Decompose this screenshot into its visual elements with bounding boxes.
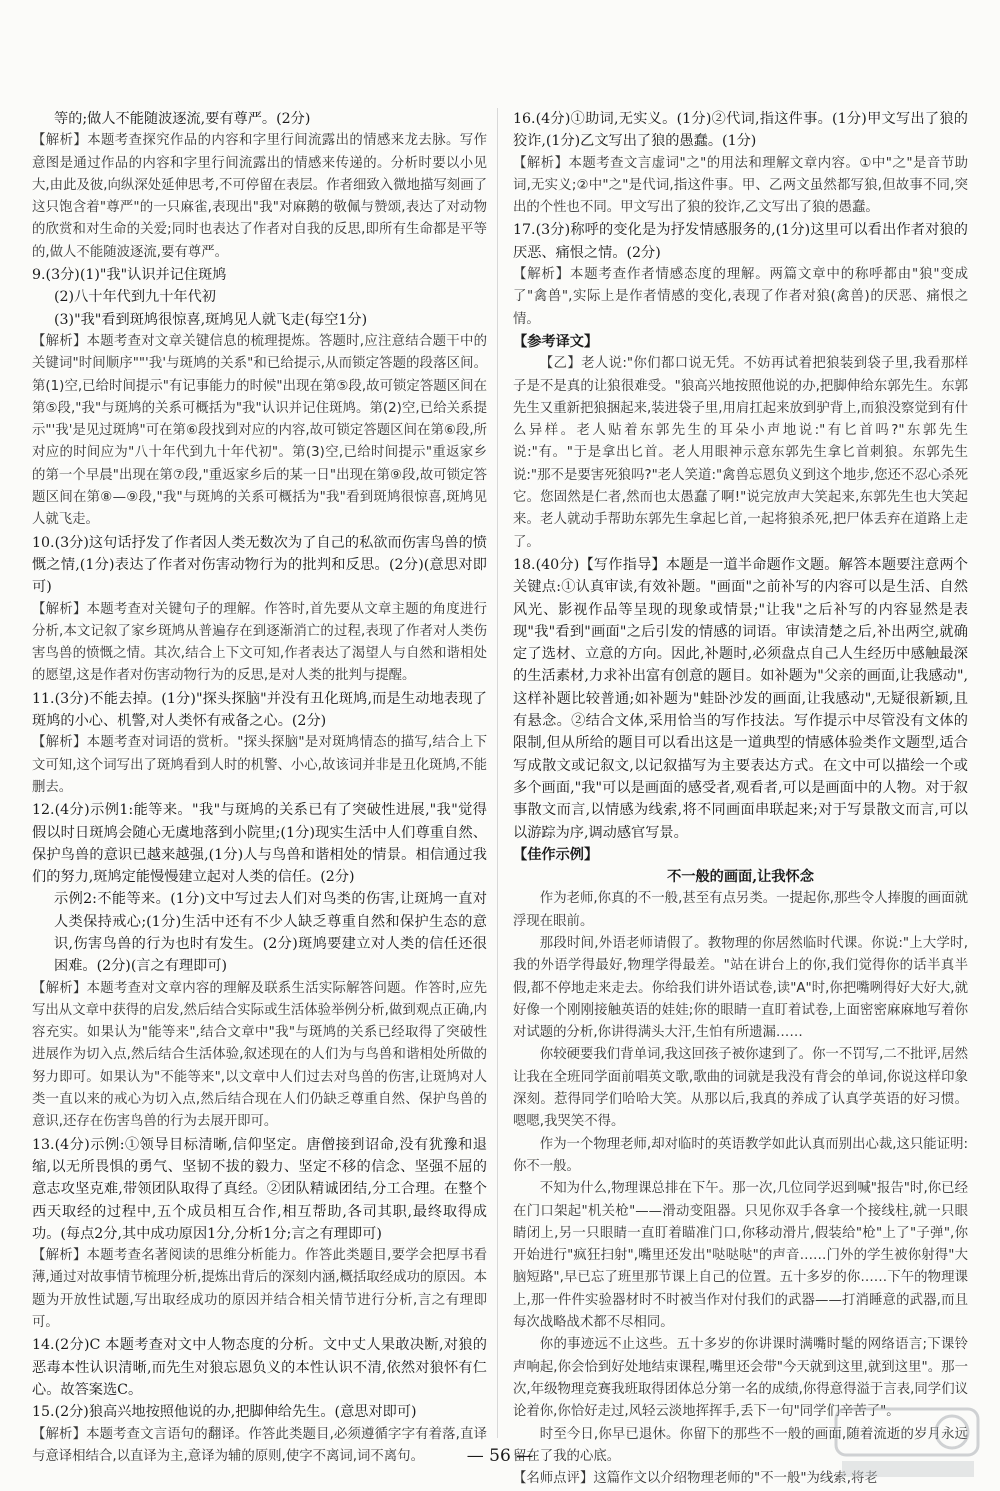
answer-12-example2: 示例2:不能等来。(1分)文中写过去人们对鸟类的伤害,让斑鸠一直对人类保持戒心;(1分)生活中还有不少人缺乏尊重自然和保护生态的意识,伤害鸟兽的行为也时有发生。(2分)斑鸠要建立对人类的信任还很困难。(2分)(言之有理即可): [54, 891, 487, 975]
essay-paragraph: 时至今日,你早已退休。你留下的那些不一般的画面,随着流逝的岁月永远留在了我的心底。: [513, 1426, 968, 1464]
essay-paragraph: 那段时间,外语老师请假了。教物理的你居然临时代课。你说:"上大学时,我的外语学得最好,物理学得最差。"站在讲台上的你,我们觉得你的话半真半假,都不停地走来走去。你给我们讲外语试卷,读"A"时,你把嘴咧得好大好大,就好像一个刚刚接触英语的娃娃;你的眼睛一直盯着试卷,上面密密麻麻地写着你对试题的分析,你讲得满头大汗,生怕有所遗漏……: [513, 935, 968, 1041]
essay-title: 不一般的画面,让我怀念: [667, 869, 814, 886]
reference-translation: 【乙】老人说:"你们都口说无凭。不妨再试着把狼装到袋子里,我看那样子是不是真的让狼很难受。"狼高兴地按照他说的办,把脚伸给东郭先生。东郭先生又重新把狼捆起来,装进袋子里,用肩扛起来放到驴背上,而狼没察觉到有什么异样。老人贴着东郭先生的耳朵小声地说:"有匕首吗?"东郭先生说:"有。"于是拿出匕首。老人用眼神示意东郭先生拿匕首刺狼。东郭先生说:"那不是要害死狼吗?"老人笑道:"禽兽忘恩负义到这个地步,您还不忍心杀死它。您固然是仁者,然而也太愚蠢了啊!"说完放声大笑起来,东郭先生也大笑起来。老人就动手帮助东郭先生拿起匕首,一起将狼杀死,把尸体丢弃在道路上走了。: [513, 356, 968, 550]
teacher-comment: 【名师点评】这篇作文以介绍物理老师的"不一般"为线索,将老: [513, 1471, 878, 1487]
explanation-11: 【解析】本题考查对词语的赏析。"探头探脑"是对斑鸠情态的描写,结合上下文可知,这个词写出了斑鸠看到人时的机警、小心,故该词并非是丑化斑鸠,不能删去。: [32, 735, 487, 795]
explanation-15: 【解析】本题考查文言语句的翻译。作答此类题目,必须遵循字字有着落,直译与意译相结合,以直译为主,意译为辅的原则,使字不离词,词不离句。: [32, 1426, 487, 1464]
answer-15: 15.(2分)狼高兴地按照他说的办,把脚伸给先生。(意思对即可): [32, 1404, 417, 1421]
explanation-9: 【解析】本题考查对文章关键信息的梳理提炼。答题时,应注意结合题干中的关键词"时间顺序""'我'与斑鸠的关系"和已给提示,从而锁定答题的段落区间。第(1)空,已给时间提示"有记事能力的时候"出现在第⑤段,故可锁定答题区间在第⑤段,"我"与斑鸠的关系可概括为"我"认识并记住斑鸠。第(2)空,已给关系提示"'我'是见过斑鸠"可在第⑥段找到对应的内容,故可锁定答题区间在第⑥段,所对应的时间应为"八十年代到九十年代初"。第(3)空,已给时间提示"重返家乡的第一个早晨"出现在第⑦段,"重返家乡后的某一日"出现在第⑨段,故可锁定答题区间在第⑧—⑨段,"我"与斑鸠的关系可概括为"我"看到斑鸠很惊喜,斑鸠见人就飞走。: [32, 333, 487, 528]
explanation-17: 【解析】本题考查作者情感态度的理解。两篇文章中的称呼都由"狼"变成了"禽兽",实际上是作者情感的变化,表现了作者对狼(禽兽)的厌恶、痛恨之情。: [513, 267, 968, 327]
answer-11: 11.(3分)不能去掉。(1分)"探头探脑"并没有丑化斑鸠,而是生动地表现了斑鸠的小心、机警,对人类怀有戒备之心。(2分): [32, 690, 487, 730]
example-essay-tag: 【佳作示例】: [513, 846, 599, 863]
answer-9: 9.(3分)(1)"我"认识并记住斑鸠: [32, 267, 227, 284]
answer-10: 10.(3分)这句话抒发了作者因人类无数次为了自己的私欲而伤害鸟兽的愤慨之情,(1分)表达了作者对伤害动物行为的批判和反思。(2分)(意思对即可): [32, 534, 487, 596]
explanation-13: 【解析】本题考查名著阅读的思维分析能力。作答此类题目,要学会把厚书看薄,通过对故事情节梳理分析,提炼出背后的深刻内涵,概括取经成功的原因。本题为开放性试题,写出取经成功的原因并结合相关情节进行分析,言之有理即可。: [32, 1248, 487, 1331]
answer-17: 17.(3分)称呼的变化是为抒发情感服务的,(1分)这里可以看出作者对狼的厌恶、痛恨之情。(2分): [513, 222, 968, 261]
explanation-8: 【解析】本题考查探究作品的内容和字里行间流露出的情感来龙去脉。写作意图是通过作品的内容和字里行间流露出的情感来传递的。分析时要以小见大,由此及彼,向纵深处延伸思考,不可停留在表层。作者细致入微地描写刻画了这只饱含着"尊严"的一只麻雀,表现出"我"对麻鹅的敬佩与赞颂,表达了对动物的欣赏和对生命的关爱;同时也表达了作者对自我的反思,即所有生命都是平等的,做人不能随波逐流,要有尊严。: [32, 133, 487, 260]
answer-9-part2: (2)八十年代到九十年代初: [54, 289, 216, 306]
essay-paragraph: 作为老师,你真的不一般,甚至有点另类。一提起你,那些令人捧腹的画面就浮现在眼前。: [513, 891, 968, 929]
essay-paragraph: 你的事迹远不止这些。五十多岁的你讲课时满嘴时髦的网络语言;下课铃声响起,你会恰到好处地结束课程,嘴里还会带"今天就到这里,就到这里"。那一次,年级物理竞赛我班取得团体总分第一名的成绩,你得意得溢于言表,同学们议论着你,你恰好走过,风轻云淡地挥挥手,丢下一句"同学们辛苦了"。: [513, 1337, 968, 1420]
answer-12: 12.(4分)示例1:能等来。"我"与斑鸠的关系已有了突破性进展,"我"觉得假以时日斑鸠会随心无虞地落到小院里;(1分)现实生活中人们尊重自然、保护鸟兽的意识已越来越强,(1分)人与鸟兽和谐相处的情景。相信通过我们的努力,斑鸠定能慢慢建立起对人类的信任。(2分): [32, 802, 487, 886]
answer-9-part3: (3)"我"看到斑鸠很惊喜,斑鸠见人就飞走(每空1分): [54, 311, 368, 328]
answer-16: 16.(4分)①助词,无实义。(1分)②代词,指这件事。(1分)甲文写出了狼的狡诈,(1分)乙文写出了狼的愚蠢。(1分): [513, 111, 968, 150]
right-column: [513, 108, 968, 1490]
answer-13: 13.(4分)示例:①领导目标清晰,信仰坚定。唐僧接到诏命,没有犹豫和退缩,以无所畏惧的勇气、坚韧不拔的毅力、坚定不移的信念、坚强不屈的意志攻坚克难,带领团队取得了真经。②团队精诚团结,分工合理。在整个西天取经的过程中,五个成员相互合作,相互帮助,各司其职,最终取得成功。(每点2分,其中成功原因1分,分析1分;言之有理即可): [32, 1136, 487, 1242]
explanation-12: 【解析】本题考查对文章内容的理解及联系生活实际解答问题。作答时,应先写出从文章中获得的启发,然后结合实际或生活体验举例分析,做到观点正确,内容充实。如果认为"能等来",结合文章中"我"与斑鸠的关系已经取得了突破性进展作为切入点,然后结合生活体验,叙述现在的人们为与鸟兽和谐相处所做的努力即可。如果认为"不能等来",以文章中人们过去对鸟兽的伤害,让斑鸠对人类一直以来的戒心为切入点,然后结合现在人们仍缺乏尊重自然、保护鸟兽的意识,还存在伤害鸟兽的行为去展开即可。: [32, 980, 487, 1130]
column-divider: [497, 108, 498, 1438]
essay-paragraph: 作为一个物理老师,却对临时的英语教学如此认真而别出心裁,这只能证明:你不一般。: [513, 1136, 968, 1174]
watermark-logo: [832, 1403, 982, 1483]
answer-continuation: 等的;做人不能随波逐流,要有尊严。(2分): [54, 111, 311, 127]
explanation-10: 【解析】本题考查对关键句子的理解。作答时,首先要从文章主题的角度进行分析,本文记叙了家乡斑鸠从普遍存在到逐渐消亡的过程,表现了作者对人类伤害鸟兽的愤慨之情。其次,结合上下文可知,作者表达了渴望人与自然和谐相处的愿望,这是作者对伤害动物行为的反思,是对人类的批判与提醒。: [32, 601, 487, 684]
page-number: — 56 —: [466, 1446, 534, 1466]
essay-paragraph: 你较硬要我们背单词,我这回孩子被你逮到了。你一不罚写,二不批评,居然让我在全班同学面前唱英文歌,歌曲的词就是我没有背会的单词,你说这样印象深刻。惹得同学们哈哈大笑。从那以后,我真的养成了认真学英语的好习惯。嗯嗯,我哭笑不得。: [513, 1047, 968, 1130]
answer-18: 18.(40分)【写作指导】本题是一道半命题作文题。解答本题要注意两个关键点:①认真审读,有效补题。"画面"之前补写的内容可以是生活、自然风光、影视作品等呈现的现象或情景;"让我"之后补写的内容显然是表现"我"看到"画面"之后引发的情感的词语。审读清楚之后,补出两空,就确定了选材、立意的方向。因此,补题时,必须盘点自己人生经历中感触最深的生活素材,力求补出富有创意的题目。如补题为"父亲的画面,让我感动",这样补题比较普通;如补题为"蛙卧沙发的画面,让我感动",无疑很新颖,且有悬念。②结合文体,采用恰当的写作技法。写作提示中尽管没有文体的限制,但从所给的题目可以看出这是一道典型的情感体验类作文题型,适合写成散文或记叙文,以记叙描写为主要表达方式。在文中可以描绘一个或多个画面,"我"可以是画面的感受者,观看者,可以是画面中的人物。对于叙事散文而言,以情感为线索,将不同画面串联起来;对于写景散文而言,可以以游踪为序,调动感官写景。: [513, 556, 968, 841]
essay-paragraph: 不知为什么,物理课总排在下午。那一次,几位同学迟到喊"报告"时,你已经在门口架起"机关枪"——滑动变阻器。只见你双手各拿一个接线柱,就一只眼睛闭上,另一只眼睛一直盯着瞄准门口,你移动滑片,假装给"枪"上了"子弹",你开始进行"疯狂扫射",嘴里还发出"哒哒哒"的声音……门外的学生被你射得"大脑短路",早已忘了班里那节课上自己的位置。五十多岁的你……下午的物理课上,那一件件实验器材时不时被当作对付我们的武器——打消睡意的武器,而且每次战略战术都不尽相同。: [513, 1181, 968, 1331]
reference-translation-tag: 【参考译文】: [513, 333, 599, 350]
explanation-16: 【解析】本题考查文言虚词"之"的用法和理解文章内容。①中"之"是音节助词,无实义;②中"之"是代词,指这件事。甲、乙两文虽然都写狼,但故事不同,突出的个性也不同。甲文写出了狼的狡诈,乙文写出了狼的愚蠢。: [513, 155, 968, 216]
left-column: [32, 108, 487, 1468]
answer-14: 14.(2分)C 本题考查对文中人物态度的分析。文中丈人果敢决断,对狼的恶毒本性认识清晰,而先生对狼忘恩负义的本性认识不清,依然对狼怀有仁心。故答案选C。: [32, 1337, 487, 1398]
